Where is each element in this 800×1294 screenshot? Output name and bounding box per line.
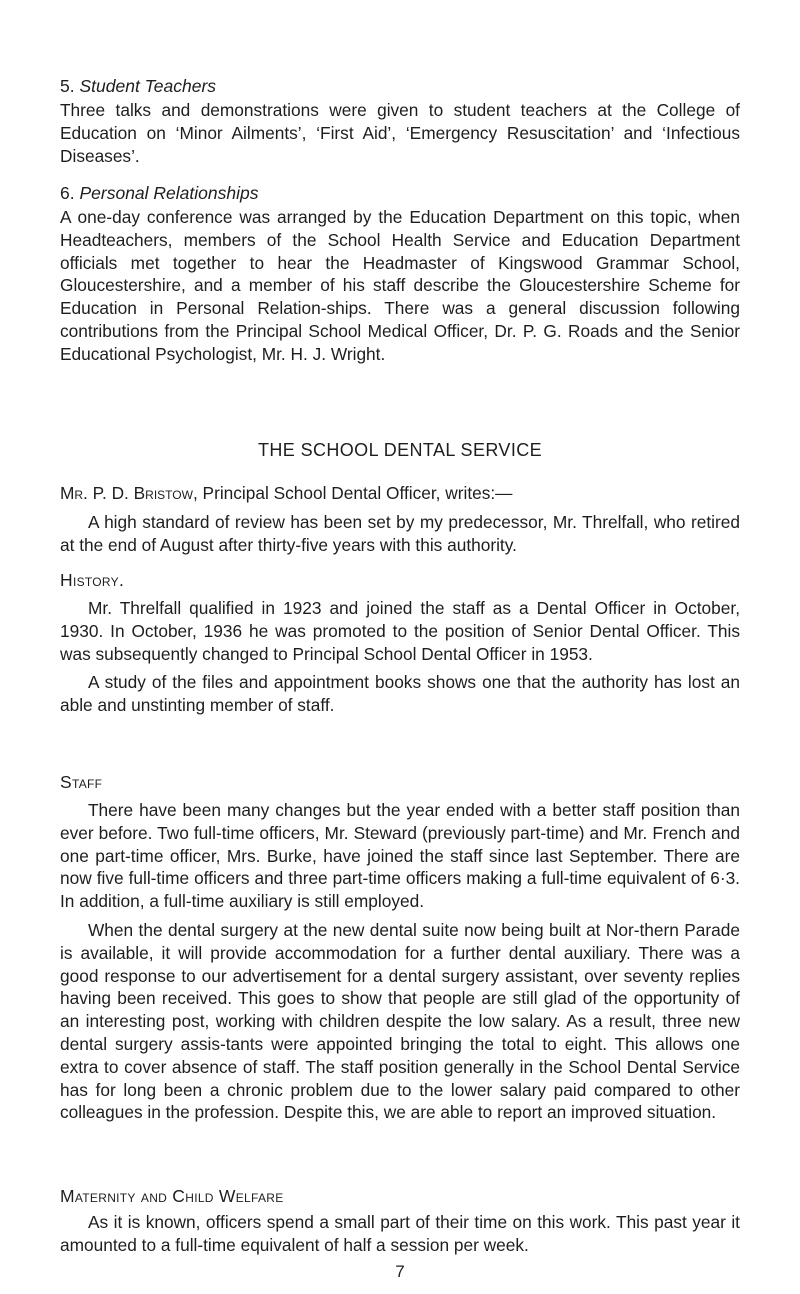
- history-heading: History.: [60, 570, 125, 590]
- section-6-heading: [60, 183, 740, 204]
- dental-intro-paragraph: A high standard of review has been set by my predecessor, Mr. Threlfall, who retired at the end of August after thirty-five years with this authority.: [60, 512, 740, 555]
- section-5: [60, 76, 740, 167]
- dental-byline: [60, 482, 740, 505]
- staff-paragraph-1: There have been many changes but the year ended with a better staff position than ever before. Two full-time officers, Mr. Steward (previously part-time) and Mr. French and one part-time officer, Mrs. Burke, have joined the staff since last September. There are now five full-time officers and three part-time officers making a full-time equivalent of 6·3. In addition, a full-time auxiliary is still employed.: [60, 800, 740, 912]
- section-5-heading: [60, 76, 740, 97]
- dental-intro: [60, 511, 740, 557]
- maternity-paragraph: As it is known, officers spend a small part of their time on this work. This past year it amounted to a full-time equivalent of half a session per week.: [60, 1212, 740, 1255]
- staff-heading: Staff: [60, 772, 103, 792]
- staff-section: [60, 772, 740, 1124]
- dental-heading-block: [60, 440, 740, 461]
- maternity-section: [60, 1186, 740, 1257]
- history-section: [60, 570, 740, 717]
- dental-author-line: [60, 482, 740, 505]
- section-6-number: 6.: [60, 183, 75, 203]
- maternity-heading: Maternity and Child Welfare: [60, 1186, 284, 1206]
- dental-author-name: Mr. P. D. Bristow: [60, 483, 193, 503]
- history-paragraph-1: Mr. Threlfall qualified in 1923 and joined the staff as a Dental Officer in October, 1930. In October, 1936 he was promoted to the position of Senior Dental Officer. This was subsequently changed to Principal School Dental Officer in 1953.: [60, 598, 740, 664]
- page-number: 7: [395, 1262, 405, 1281]
- history-paragraph-2: A study of the files and appointment books shows one that the authority has lost an able and unstinting member of staff.: [60, 672, 740, 716]
- section-5-number: 5.: [60, 76, 75, 96]
- dental-author-title: , Principal School Dental Officer, writes:—: [192, 483, 513, 503]
- staff-paragraph-2: When the dental surgery at the new dental suite now being built at Nor-thern Parade is available, it will provide accommodation for a further dental auxiliary. There was a good response to our advertisement for a dental surgery assistant, over seventy replies having been received. This goes to show that people are still glad of the opportunity of an interesting post, working with children despite the low salary. As a result, three new dental surgery assis-tants were appointed bringing the total to eight. This allows one extra to cover absence of staff. The staff position generally in the School Dental Service has for long been a chronic problem due to the lower salary paid compared to other colleagues in the profession. Despite this, we are able to report an improved situation.: [60, 919, 740, 1123]
- section-6: [60, 183, 740, 366]
- section-6-title: Personal Relationships: [79, 183, 259, 203]
- section-5-title: Student Teachers: [79, 76, 217, 96]
- section-6-paragraph: A one-day conference was arranged by the Education Department on this topic, when Headteachers, members of the School Health Service and Education Department officials met together to hear the Headmaster of Kingswood Grammar School, Gloucestershire, and a member of his staff describe the Gloucestershire Scheme for Education in Personal Relation-ships. There was a general discussion following contributions from the Principal School Medical Officer, Dr. P. G. Roads and the Senior Educational Psychologist, Mr. H. J. Wright.: [60, 207, 740, 364]
- section-5-paragraph: Three talks and demonstrations were given to student teachers at the College of Education on ‘Minor Ailments’, ‘First Aid’, ‘Emergency Resuscitation’ and ‘Infectious Diseases’.: [60, 100, 740, 166]
- dental-service-heading: THE SCHOOL DENTAL SERVICE: [257, 440, 543, 460]
